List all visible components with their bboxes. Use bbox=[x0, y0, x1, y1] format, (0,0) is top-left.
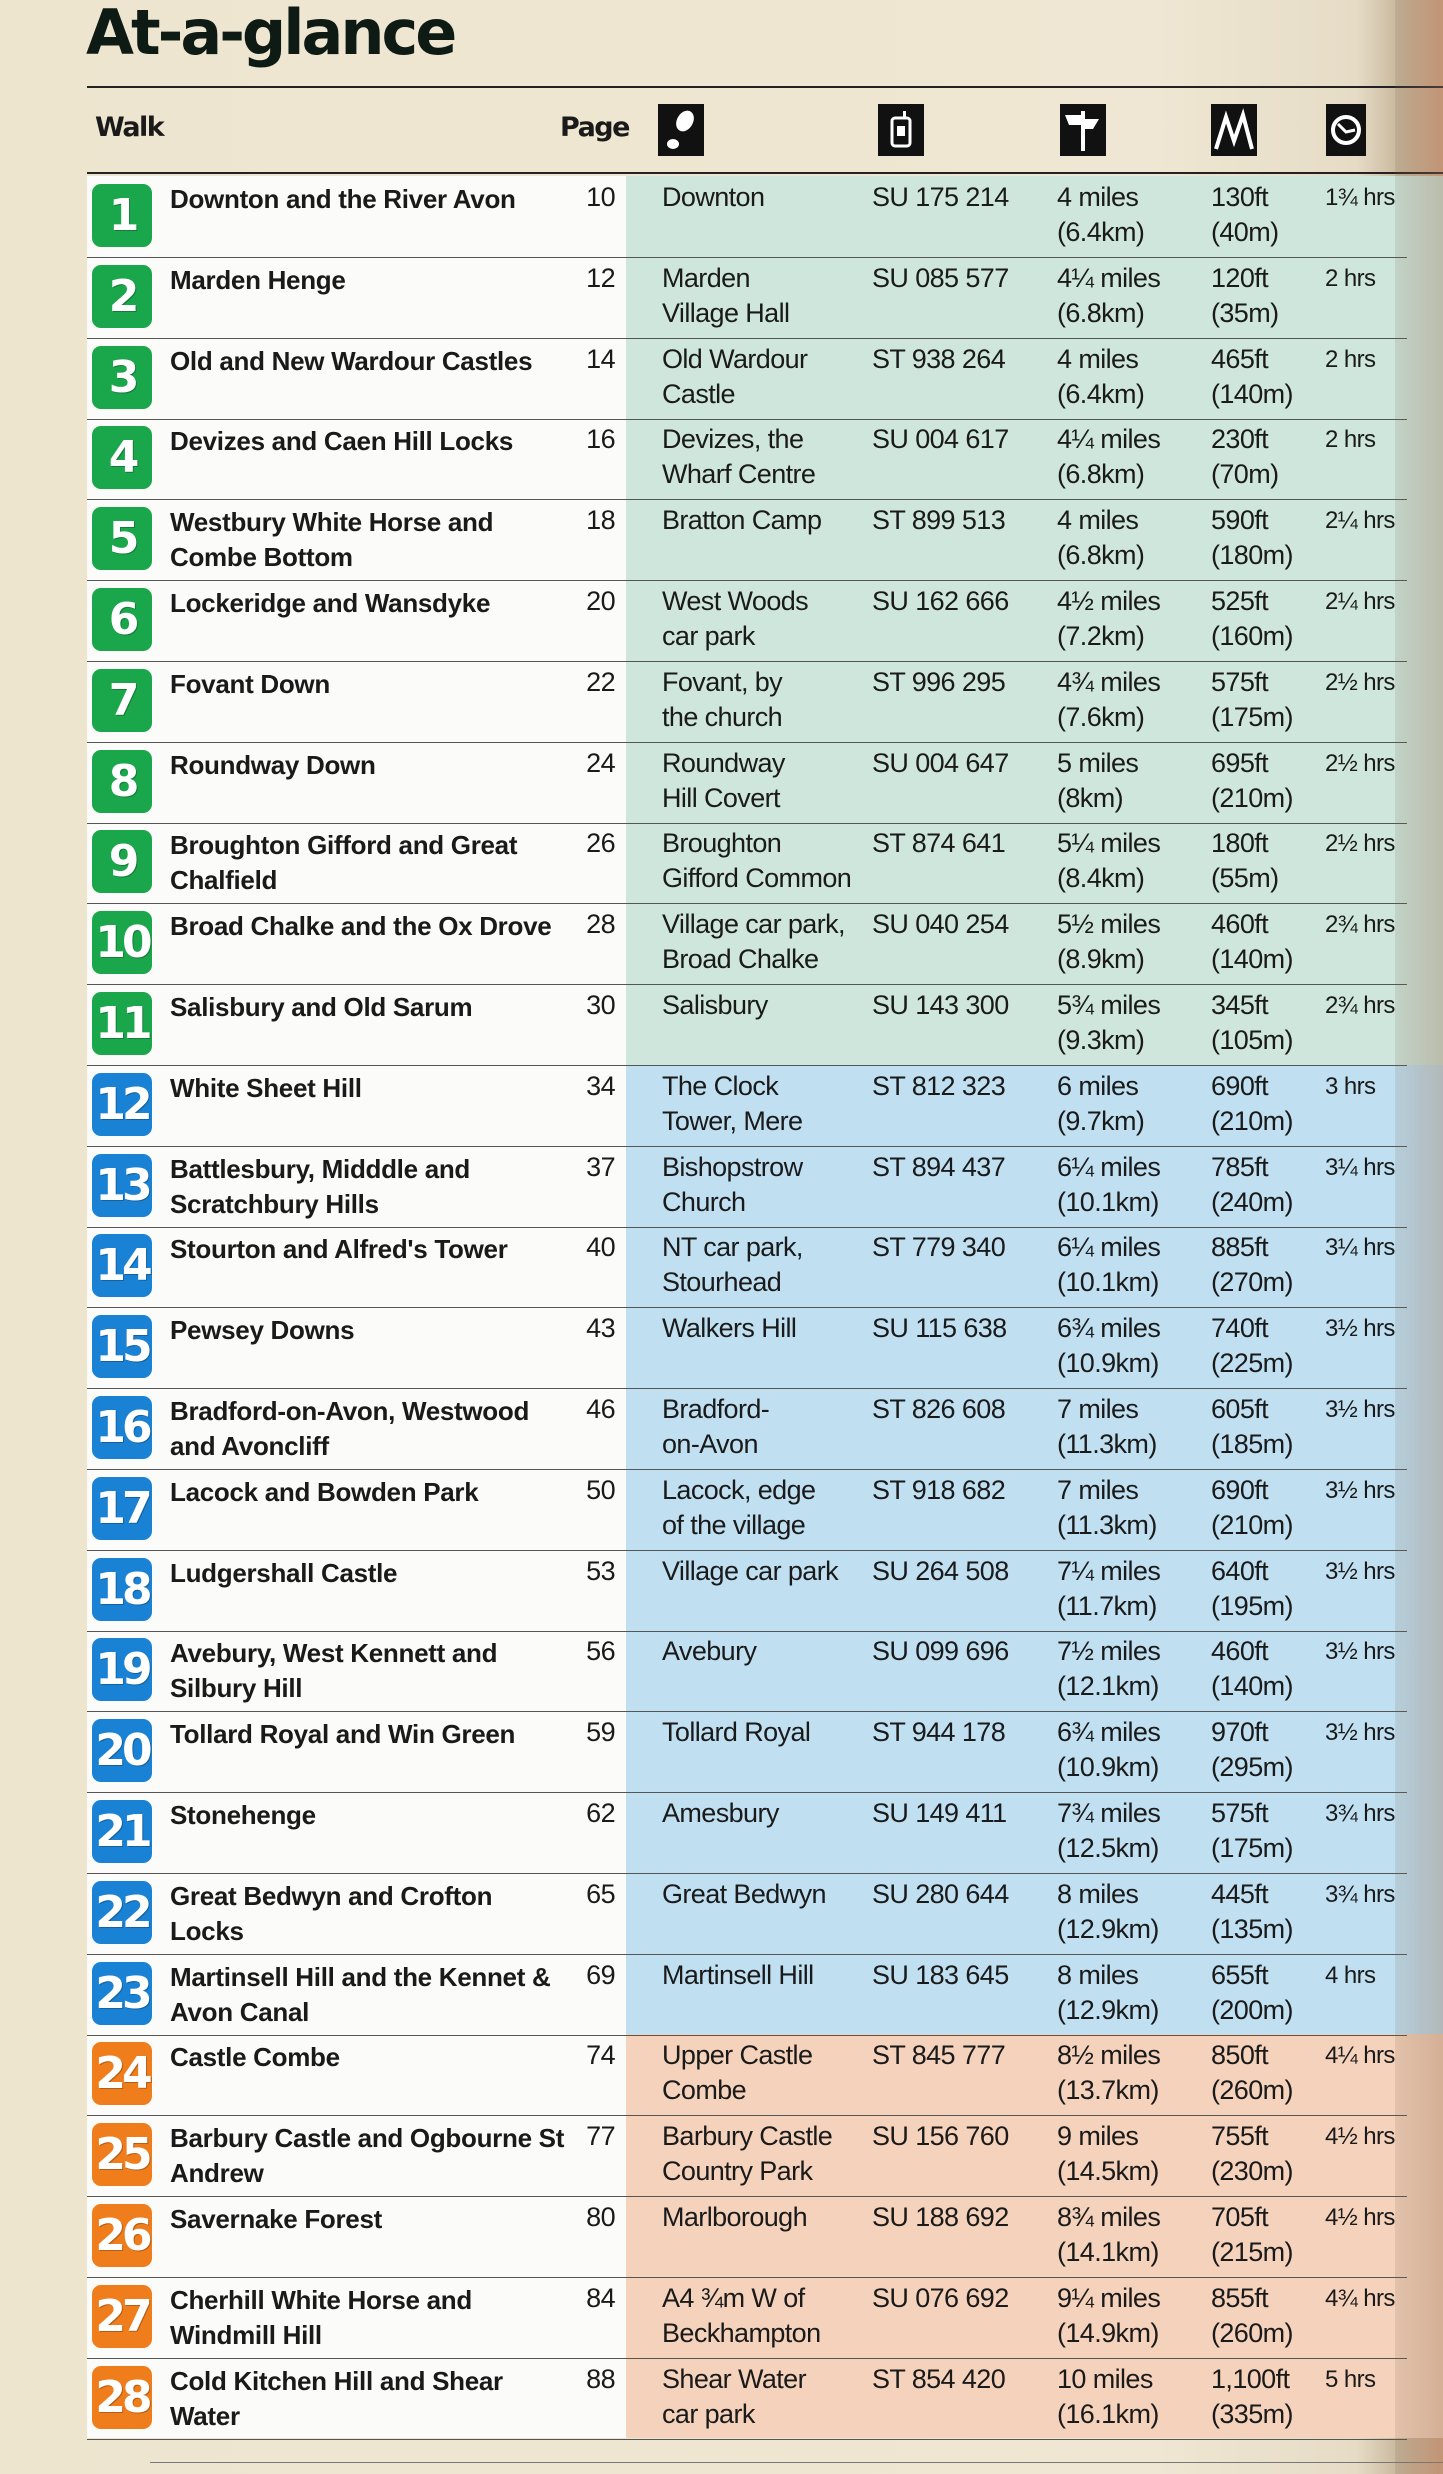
walk-start-point: Walkers Hill bbox=[662, 1313, 797, 1344]
walk-page: 30 bbox=[586, 990, 615, 1020]
walk-distance: 4 miles (6.4km) bbox=[1057, 343, 1145, 409]
walk-name: Devizes and Caen Hill Locks bbox=[170, 426, 514, 457]
walk-distance: 8¾ miles (14.1km) bbox=[1057, 2202, 1161, 2267]
walk-distance: 7 miles (11.3km) bbox=[1057, 1394, 1157, 1459]
walk-number-badge: 21 bbox=[92, 1800, 152, 1863]
walk-ascent: 1,100ft (335m) bbox=[1211, 2363, 1293, 2429]
walk-row bbox=[87, 1226, 1407, 1308]
walk-name: White Sheet Hill bbox=[170, 1072, 362, 1103]
walk-start-point: Village car park bbox=[662, 1555, 838, 1586]
walk-ascent: 850ft (260m) bbox=[1211, 2040, 1293, 2106]
walk-time: 3½ hrs bbox=[1325, 1719, 1395, 1747]
walk-ascent: 345ft (105m) bbox=[1211, 990, 1293, 1055]
walk-name: Barbury Castle and Ogbourne St Andrew bbox=[170, 2123, 565, 2189]
walk-start-point: Broughton Gifford Common bbox=[662, 828, 852, 894]
walk-distance: 7½ miles (12.1km) bbox=[1057, 1636, 1161, 1702]
walk-start-point: Bishopstrow Church bbox=[662, 1151, 803, 1217]
walk-number-badge: 8 bbox=[92, 750, 152, 813]
walk-distance: 5 miles (8km) bbox=[1057, 747, 1139, 813]
walk-start-point: Bratton Camp bbox=[662, 505, 822, 536]
walk-number-badge: 3 bbox=[92, 346, 152, 409]
walk-page: 69 bbox=[586, 1959, 615, 1990]
walk-row bbox=[87, 2115, 1407, 2197]
walk-name: Tollard Royal and Win Green bbox=[170, 1719, 516, 1750]
walk-page: 18 bbox=[586, 505, 615, 536]
walk-number-badge: 22 bbox=[92, 1881, 152, 1944]
walk-start-point: Roundway Hill Covert bbox=[662, 747, 785, 813]
walk-grid-reference: SU 188 692 bbox=[872, 2202, 1009, 2232]
walk-number-badge: 15 bbox=[92, 1315, 152, 1378]
walk-name: Great Bedwyn and Crofton Locks bbox=[170, 1880, 493, 1946]
walk-number-badge: 25 bbox=[92, 2123, 152, 2186]
walk-distance: 4 miles (6.8km) bbox=[1057, 505, 1145, 571]
walk-time: 2½ hrs bbox=[1325, 830, 1395, 858]
walk-number-badge: 10 bbox=[92, 911, 152, 974]
walk-start-point: Village car park, Broad Chalke bbox=[662, 909, 845, 975]
walk-row bbox=[87, 903, 1407, 985]
walk-name: Lockeridge and Wansdyke bbox=[170, 588, 491, 618]
walk-time: 2½ hrs bbox=[1325, 749, 1395, 777]
time-clock-icon bbox=[1326, 104, 1366, 156]
walk-row bbox=[87, 1146, 1407, 1228]
walk-name: Bradford-on-Avon, Westwood and Avoncliff bbox=[170, 1396, 530, 1461]
walk-name: Martinsell Hill and the Kennet & Avon Canal bbox=[170, 1961, 551, 2027]
walks-table bbox=[87, 176, 1443, 2438]
walk-ascent: 655ft (200m) bbox=[1211, 1959, 1293, 2025]
walk-page: 12 bbox=[586, 262, 615, 293]
walk-row bbox=[87, 338, 1407, 420]
walk-page: 10 bbox=[586, 182, 615, 212]
walk-page: 59 bbox=[586, 1717, 615, 1748]
walk-ascent: 445ft (135m) bbox=[1211, 1878, 1293, 1944]
walk-page: 62 bbox=[586, 1798, 615, 1828]
walk-row bbox=[87, 1469, 1407, 1551]
walk-ascent: 755ft (230m) bbox=[1211, 2121, 1293, 2187]
walk-name: Marden Henge bbox=[170, 264, 346, 295]
walk-name: Westbury White Horse and Combe Bottom bbox=[170, 507, 494, 573]
walk-time: 3½ hrs bbox=[1325, 1476, 1395, 1504]
walk-start-point: Downton bbox=[662, 182, 765, 212]
walk-start-point: Martinsell Hill bbox=[662, 1959, 814, 1990]
walk-number-badge: 14 bbox=[92, 1234, 152, 1297]
walk-grid-reference: SU 162 666 bbox=[872, 586, 1009, 616]
walk-start-point: Tollard Royal bbox=[662, 1717, 811, 1748]
walk-row bbox=[87, 499, 1407, 581]
walk-page: 46 bbox=[586, 1394, 615, 1424]
walk-name: Fovant Down bbox=[170, 668, 330, 699]
walk-time: 3 hrs bbox=[1325, 1072, 1376, 1100]
walk-grid-reference: ST 854 420 bbox=[872, 2363, 1006, 2394]
walk-time: 3¼ hrs bbox=[1325, 1153, 1395, 1181]
walk-grid-reference: SU 004 647 bbox=[872, 747, 1009, 778]
walk-distance: 8½ miles (13.7km) bbox=[1057, 2040, 1161, 2106]
walk-ascent: 970ft (295m) bbox=[1211, 1717, 1293, 1783]
walk-ascent: 855ft (260m) bbox=[1211, 2282, 1293, 2348]
walk-start-point: Shear Water car park bbox=[662, 2363, 806, 2429]
walk-grid-reference: ST 899 513 bbox=[872, 505, 1006, 536]
walk-start-point: Marlborough bbox=[662, 2202, 807, 2232]
walk-row bbox=[87, 257, 1407, 339]
walk-page: 80 bbox=[586, 2202, 615, 2232]
walk-number-badge: 23 bbox=[92, 1962, 152, 2025]
walk-start-point: Lacock, edge of the village bbox=[662, 1474, 816, 1540]
walk-distance: 7¼ miles (11.7km) bbox=[1057, 1555, 1161, 1621]
walk-ascent: 590ft (180m) bbox=[1211, 505, 1293, 571]
walk-number-badge: 9 bbox=[92, 830, 152, 893]
walk-page: 65 bbox=[586, 1878, 615, 1909]
walk-grid-reference: ST 874 641 bbox=[872, 828, 1006, 859]
walk-page: 84 bbox=[586, 2282, 615, 2313]
walk-row bbox=[87, 742, 1407, 824]
walk-time: 4 hrs bbox=[1325, 1961, 1376, 1989]
walk-grid-reference: ST 996 295 bbox=[872, 666, 1006, 697]
walk-row bbox=[87, 1954, 1407, 2036]
walk-grid-reference: SU 280 644 bbox=[872, 1878, 1009, 1909]
walk-page: 34 bbox=[586, 1070, 615, 1101]
walk-distance: 6¾ miles (10.9km) bbox=[1057, 1717, 1161, 1783]
walk-row bbox=[87, 1792, 1407, 1874]
walk-time: 2¾ hrs bbox=[1325, 911, 1395, 939]
walk-time: 3½ hrs bbox=[1325, 1557, 1395, 1585]
walk-name: Broughton Gifford and Great Chalfield bbox=[170, 830, 518, 896]
walk-ascent: 460ft (140m) bbox=[1211, 1636, 1293, 1702]
walk-time: 2¾ hrs bbox=[1325, 992, 1395, 1019]
walk-grid-reference: ST 894 437 bbox=[872, 1151, 1006, 1182]
walk-row bbox=[87, 661, 1407, 743]
walk-grid-reference: ST 812 323 bbox=[872, 1070, 1006, 1101]
walk-ascent: 690ft (210m) bbox=[1211, 1070, 1293, 1136]
walk-number-badge: 26 bbox=[92, 2204, 152, 2267]
walk-ascent: 130ft (40m) bbox=[1211, 182, 1279, 247]
walk-grid-reference: SU 085 577 bbox=[872, 262, 1009, 293]
walk-time: 3¼ hrs bbox=[1325, 1234, 1395, 1262]
walk-time: 2 hrs bbox=[1325, 345, 1376, 373]
walk-page: 20 bbox=[586, 586, 615, 616]
walk-row bbox=[87, 1550, 1407, 1632]
walk-number-badge: 27 bbox=[92, 2285, 152, 2348]
walk-name: Salisbury and Old Sarum bbox=[170, 992, 473, 1022]
walk-time: 3¾ hrs bbox=[1325, 1880, 1395, 1908]
walk-grid-reference: SU 099 696 bbox=[872, 1636, 1009, 1667]
walk-distance: 6¼ miles (10.1km) bbox=[1057, 1232, 1161, 1298]
walk-distance: 5½ miles (8.9km) bbox=[1057, 909, 1161, 975]
walk-page: 16 bbox=[586, 424, 615, 455]
walk-page: 53 bbox=[586, 1555, 615, 1586]
walk-grid-reference: SU 156 760 bbox=[872, 2121, 1009, 2152]
walk-grid-reference: ST 779 340 bbox=[872, 1232, 1006, 1263]
walk-ascent: 460ft (140m) bbox=[1211, 909, 1293, 975]
walk-time: 4¼ hrs bbox=[1325, 2042, 1395, 2070]
walk-name: Battlesbury, Midddle and Scratchbury Hills bbox=[170, 1153, 471, 1219]
walk-ascent: 640ft (195m) bbox=[1211, 1555, 1293, 1621]
walk-time: 2½ hrs bbox=[1325, 668, 1395, 696]
walk-column-header: Walk bbox=[95, 112, 164, 143]
walk-ascent: 690ft (210m) bbox=[1211, 1474, 1293, 1540]
walk-number-badge: 4 bbox=[92, 426, 152, 489]
walk-ascent: 605ft (185m) bbox=[1211, 1394, 1293, 1459]
walk-page: 50 bbox=[586, 1474, 615, 1505]
walk-row bbox=[87, 2277, 1407, 2359]
walk-time: 3½ hrs bbox=[1325, 1396, 1395, 1423]
walk-distance: 10 miles (16.1km) bbox=[1057, 2363, 1159, 2429]
walk-time: 2¼ hrs bbox=[1325, 507, 1395, 535]
walk-time: 3¾ hrs bbox=[1325, 1800, 1395, 1827]
walk-grid-reference: ST 918 682 bbox=[872, 1474, 1006, 1505]
walk-ascent: 885ft (270m) bbox=[1211, 1232, 1293, 1298]
walk-number-badge: 28 bbox=[92, 2366, 152, 2429]
walk-distance: 9¼ miles (14.9km) bbox=[1057, 2282, 1161, 2348]
walk-ascent: 120ft (35m) bbox=[1211, 262, 1279, 328]
walk-row bbox=[87, 822, 1407, 904]
walk-number-badge: 12 bbox=[92, 1073, 152, 1136]
walk-page: 14 bbox=[586, 343, 615, 374]
walk-start-point: Salisbury bbox=[662, 990, 768, 1020]
walk-grid-reference: ST 826 608 bbox=[872, 1394, 1006, 1424]
walk-ascent: 785ft (240m) bbox=[1211, 1151, 1293, 1217]
walk-page: 74 bbox=[586, 2040, 615, 2071]
walk-distance: 6¼ miles (10.1km) bbox=[1057, 1151, 1161, 1217]
walk-grid-reference: SU 183 645 bbox=[872, 1959, 1009, 1990]
walk-distance: 4 miles (6.4km) bbox=[1057, 182, 1145, 247]
walk-row bbox=[87, 2034, 1407, 2116]
walk-ascent: 180ft (55m) bbox=[1211, 828, 1279, 894]
walk-name: Ludgershall Castle bbox=[170, 1557, 398, 1588]
walk-page: 77 bbox=[586, 2121, 615, 2152]
walk-start-point: Amesbury bbox=[662, 1798, 779, 1828]
walk-row bbox=[87, 1065, 1407, 1147]
walk-start-point: West Woods car park bbox=[662, 586, 809, 651]
walk-number-badge: 24 bbox=[92, 2042, 152, 2105]
walk-name: Savernake Forest bbox=[170, 2204, 382, 2234]
walk-time: 2 hrs bbox=[1325, 264, 1376, 292]
walk-time: 5 hrs bbox=[1325, 2365, 1376, 2393]
walk-time: 2¼ hrs bbox=[1325, 588, 1395, 615]
top-divider bbox=[87, 86, 1443, 88]
walk-distance: 6¾ miles (10.9km) bbox=[1057, 1313, 1161, 1379]
walk-grid-reference: ST 944 178 bbox=[872, 1717, 1006, 1748]
walk-page: 22 bbox=[586, 666, 615, 697]
walk-page: 88 bbox=[586, 2363, 615, 2394]
walk-start-point: NT car park, Stourhead bbox=[662, 1232, 803, 1298]
walk-time: 4½ hrs bbox=[1325, 2204, 1395, 2231]
walk-distance: 5¾ miles (9.3km) bbox=[1057, 990, 1161, 1055]
walk-number-badge: 6 bbox=[92, 588, 152, 651]
walk-page: 56 bbox=[586, 1636, 615, 1667]
walk-grid-reference: SU 264 508 bbox=[872, 1555, 1009, 1586]
walk-grid-reference: ST 938 264 bbox=[872, 343, 1006, 374]
walk-number-badge: 11 bbox=[92, 992, 152, 1055]
walk-row bbox=[87, 984, 1407, 1066]
distance-signpost-icon bbox=[1060, 104, 1106, 156]
walk-start-point: Avebury bbox=[662, 1636, 757, 1667]
walk-name: Pewsey Downs bbox=[170, 1315, 355, 1346]
walk-grid-reference: SU 143 300 bbox=[872, 990, 1009, 1020]
walk-ascent: 465ft (140m) bbox=[1211, 343, 1293, 409]
walk-grid-reference: SU 149 411 bbox=[872, 1798, 1007, 1828]
walk-grid-reference: SU 175 214 bbox=[872, 182, 1009, 212]
walk-row bbox=[87, 1630, 1407, 1712]
walk-number-badge: 16 bbox=[92, 1396, 152, 1459]
walk-name: Roundway Down bbox=[170, 749, 376, 780]
walk-number-badge: 5 bbox=[92, 507, 152, 570]
walk-page: 24 bbox=[586, 747, 615, 778]
walk-distance: 6 miles (9.7km) bbox=[1057, 1070, 1145, 1136]
walk-grid-reference: ST 845 777 bbox=[872, 2040, 1006, 2071]
walk-ascent: 575ft (175m) bbox=[1211, 1798, 1293, 1863]
walk-start-point: A4 ¾m W of Beckhampton bbox=[662, 2282, 821, 2348]
walk-distance: 4½ miles (7.2km) bbox=[1057, 586, 1161, 651]
walk-number-badge: 20 bbox=[92, 1719, 152, 1782]
walk-ascent: 705ft (215m) bbox=[1211, 2202, 1293, 2267]
walk-page: 40 bbox=[586, 1232, 615, 1263]
walk-start-point: Marden Village Hall bbox=[662, 262, 790, 328]
walk-distance: 5¼ miles (8.4km) bbox=[1057, 828, 1161, 894]
walk-distance: 7¾ miles (12.5km) bbox=[1057, 1798, 1161, 1863]
walk-distance: 8 miles (12.9km) bbox=[1057, 1878, 1159, 1944]
walk-start-point: The Clock Tower, Mere bbox=[662, 1070, 803, 1136]
walk-time: 2 hrs bbox=[1325, 426, 1376, 454]
walk-grid-reference: SU 076 692 bbox=[872, 2282, 1009, 2313]
walk-row bbox=[87, 1873, 1407, 1955]
walk-time: 3½ hrs bbox=[1325, 1315, 1395, 1343]
walk-distance: 9 miles (14.5km) bbox=[1057, 2121, 1159, 2187]
walk-name: Cherhill White Horse and Windmill Hill bbox=[170, 2284, 472, 2350]
walk-row bbox=[87, 176, 1407, 258]
walk-number-badge: 2 bbox=[92, 265, 152, 328]
walk-name: Old and New Wardour Castles bbox=[170, 345, 533, 376]
walk-distance: 4¼ miles (6.8km) bbox=[1057, 262, 1161, 328]
walk-number-badge: 13 bbox=[92, 1154, 152, 1217]
ascent-mountain-icon bbox=[1211, 104, 1257, 156]
walk-number-badge: 1 bbox=[92, 184, 152, 247]
walk-row bbox=[87, 580, 1407, 662]
walk-start-point: Bradford- on-Avon bbox=[662, 1394, 770, 1459]
walk-row bbox=[87, 1388, 1407, 1470]
walk-start-point: Upper Castle Combe bbox=[662, 2040, 813, 2106]
walk-ascent: 695ft (210m) bbox=[1211, 747, 1293, 813]
header-divider bbox=[87, 172, 1443, 174]
page-column-header: Page bbox=[560, 112, 629, 143]
walk-page: 43 bbox=[586, 1313, 615, 1344]
walk-ascent: 740ft (225m) bbox=[1211, 1313, 1293, 1379]
walk-distance: 4¼ miles (6.8km) bbox=[1057, 424, 1161, 490]
walk-row bbox=[87, 1711, 1407, 1793]
walk-name: Castle Combe bbox=[170, 2042, 340, 2073]
walk-start-point: Barbury Castle Country Park bbox=[662, 2121, 833, 2187]
walk-page: 28 bbox=[586, 909, 615, 940]
bottom-divider bbox=[150, 2462, 1443, 2463]
walk-ascent: 230ft (70m) bbox=[1211, 424, 1279, 490]
walk-name: Lacock and Bowden Park bbox=[170, 1476, 479, 1507]
walk-row bbox=[87, 2196, 1407, 2278]
walk-row bbox=[87, 1307, 1407, 1389]
walk-number-badge: 19 bbox=[92, 1638, 152, 1701]
walk-distance: 7 miles (11.3km) bbox=[1057, 1474, 1157, 1540]
walk-grid-reference: SU 115 638 bbox=[872, 1313, 1007, 1344]
walk-start-point: Great Bedwyn bbox=[662, 1878, 826, 1909]
walk-time: 4½ hrs bbox=[1325, 2123, 1395, 2151]
walk-ascent: 575ft (175m) bbox=[1211, 666, 1293, 732]
grid-reference-icon bbox=[878, 104, 924, 156]
walk-start-point: Devizes, the Wharf Centre bbox=[662, 424, 816, 490]
walk-number-badge: 18 bbox=[92, 1558, 152, 1621]
walk-page: 26 bbox=[586, 828, 615, 859]
walk-number-badge: 7 bbox=[92, 669, 152, 732]
walk-name: Downton and the River Avon bbox=[170, 184, 516, 214]
walk-name: Stonehenge bbox=[170, 1800, 316, 1830]
walk-start-point: Old Wardour Castle bbox=[662, 343, 808, 409]
walk-start-point: Fovant, by the church bbox=[662, 666, 783, 732]
walk-grid-reference: SU 040 254 bbox=[872, 909, 1009, 940]
walk-ascent: 525ft (160m) bbox=[1211, 586, 1293, 651]
walk-time: 4¾ hrs bbox=[1325, 2284, 1395, 2312]
walk-name: Cold Kitchen Hill and Shear Water bbox=[170, 2365, 503, 2431]
walk-distance: 8 miles (12.9km) bbox=[1057, 1959, 1159, 2025]
walk-time: 3½ hrs bbox=[1325, 1638, 1395, 1666]
start-point-icon bbox=[658, 104, 704, 156]
walk-row bbox=[87, 418, 1407, 500]
walk-time: 1¾ hrs bbox=[1325, 184, 1395, 211]
walk-number-badge: 17 bbox=[92, 1477, 152, 1540]
walk-row bbox=[87, 2358, 1407, 2440]
walk-distance: 4¾ miles (7.6km) bbox=[1057, 666, 1161, 732]
walk-name: Stourton and Alfred's Tower bbox=[170, 1234, 508, 1265]
walk-page: 37 bbox=[586, 1151, 615, 1182]
page-title: At-a-glance bbox=[86, 0, 455, 69]
walk-name: Avebury, West Kennett and Silbury Hill bbox=[170, 1638, 498, 1704]
walk-grid-reference: SU 004 617 bbox=[872, 424, 1009, 455]
walk-name: Broad Chalke and the Ox Drove bbox=[170, 911, 552, 942]
